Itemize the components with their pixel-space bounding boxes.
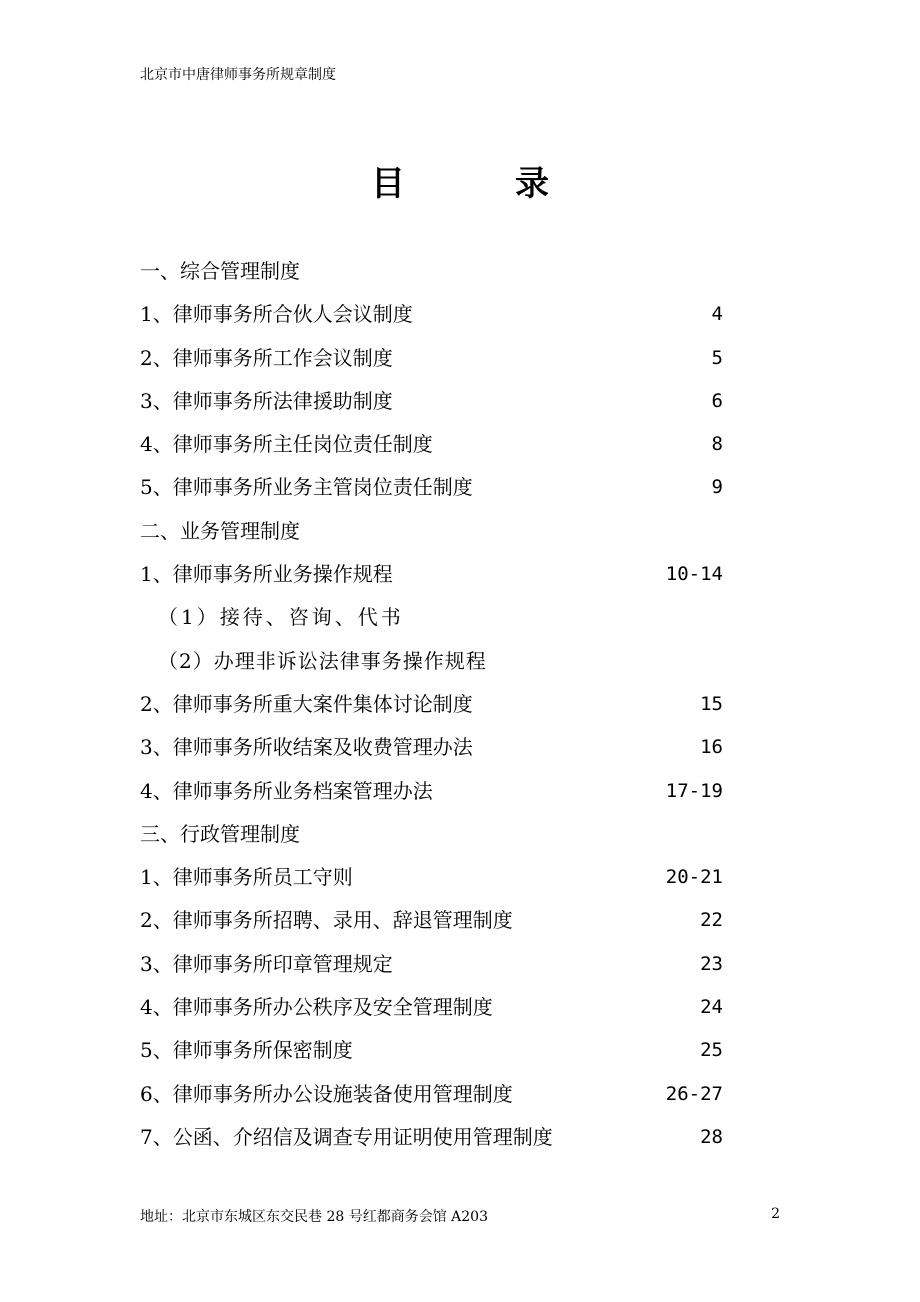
toc-page: 25 bbox=[700, 1039, 723, 1062]
toc-entry[interactable] bbox=[140, 856, 723, 899]
toc-page: 9 bbox=[711, 476, 723, 499]
toc-label: 4、律师事务所办公秩序及安全管理制度 bbox=[140, 995, 493, 1020]
toc-label: 3、律师事务所法律援助制度 bbox=[140, 388, 393, 413]
toc-page: 16 bbox=[700, 736, 723, 759]
toc-label: 2、律师事务所工作会议制度 bbox=[140, 345, 393, 370]
page-header: 北京市中唐律师事务所规章制度 bbox=[140, 67, 336, 83]
toc-label: 一、综合管理制度 bbox=[140, 259, 300, 283]
toc-label: 6、律师事务所办公设施装备使用管理制度 bbox=[140, 1081, 513, 1106]
toc-label: 2、律师事务所招聘、录用、辞退管理制度 bbox=[140, 908, 513, 933]
toc-page: 4 bbox=[711, 303, 723, 326]
toc-entry[interactable] bbox=[140, 943, 723, 986]
toc-page: 23 bbox=[700, 952, 723, 975]
toc-label: 1、律师事务所合伙人会议制度 bbox=[140, 302, 413, 327]
toc-label: 5、律师事务所业务主管岗位责任制度 bbox=[140, 475, 473, 500]
toc-label: 5、律师事务所保密制度 bbox=[140, 1038, 353, 1063]
toc-section-heading[interactable] bbox=[140, 813, 723, 856]
toc-label: （2）办理非诉讼法律事务操作规程 bbox=[158, 648, 487, 673]
toc-page: 20-21 bbox=[665, 866, 723, 889]
toc-entry[interactable] bbox=[140, 423, 723, 466]
toc-label: 4、律师事务所主任岗位责任制度 bbox=[140, 432, 433, 457]
toc-label: 3、律师事务所印章管理规定 bbox=[140, 951, 393, 976]
toc-label: 1、律师事务所业务操作规程 bbox=[140, 562, 393, 587]
table-of-contents bbox=[140, 250, 723, 1159]
toc-label: 3、律师事务所收结案及收费管理办法 bbox=[140, 735, 473, 760]
toc-entry[interactable] bbox=[140, 770, 723, 813]
page-title bbox=[0, 156, 920, 205]
toc-label: 二、业务管理制度 bbox=[140, 518, 300, 543]
toc-page: 22 bbox=[700, 909, 723, 932]
toc-entry[interactable] bbox=[140, 337, 723, 380]
toc-label: （1）接待、咨询、代书 bbox=[158, 605, 404, 630]
toc-entry[interactable] bbox=[140, 1073, 723, 1116]
toc-entry[interactable] bbox=[140, 553, 723, 596]
toc-page: 6 bbox=[711, 389, 723, 412]
toc-entry[interactable] bbox=[140, 986, 723, 1029]
toc-page: 17-19 bbox=[665, 779, 723, 802]
toc-label: 2、律师事务所重大案件集体讨论制度 bbox=[140, 691, 473, 716]
footer-page-number: 2 bbox=[771, 1206, 780, 1222]
toc-entry[interactable] bbox=[140, 683, 723, 726]
toc-entry[interactable] bbox=[140, 899, 723, 942]
toc-page: 28 bbox=[700, 1125, 723, 1148]
toc-section-heading[interactable] bbox=[140, 510, 723, 553]
toc-entry[interactable] bbox=[140, 293, 723, 336]
toc-label: 1、律师事务所员工守则 bbox=[140, 865, 353, 890]
toc-page: 26-27 bbox=[665, 1082, 723, 1105]
toc-entry[interactable] bbox=[140, 1116, 723, 1159]
toc-subentry[interactable] bbox=[140, 596, 723, 639]
toc-entry[interactable] bbox=[140, 1029, 723, 1072]
title-char-1: 目 bbox=[371, 164, 405, 204]
toc-subentry[interactable] bbox=[140, 640, 723, 683]
toc-page: 24 bbox=[700, 996, 723, 1019]
toc-entry[interactable] bbox=[140, 466, 723, 509]
footer-address: 地址：北京市东城区东交民巷 28 号红都商务会馆 A203 bbox=[140, 1209, 488, 1225]
toc-entry[interactable] bbox=[140, 726, 723, 769]
toc-page: 10-14 bbox=[665, 563, 723, 586]
toc-page: 15 bbox=[700, 692, 723, 715]
toc-page: 8 bbox=[711, 433, 723, 456]
title-char-2: 录 bbox=[515, 164, 549, 204]
toc-page: 5 bbox=[711, 346, 723, 369]
toc-entry[interactable] bbox=[140, 380, 723, 423]
toc-label: 三、行政管理制度 bbox=[140, 821, 300, 846]
toc-section-heading[interactable] bbox=[140, 250, 723, 293]
toc-label: 4、律师事务所业务档案管理办法 bbox=[140, 778, 433, 803]
toc-label: 7、公函、介绍信及调查专用证明使用管理制度 bbox=[140, 1124, 553, 1149]
